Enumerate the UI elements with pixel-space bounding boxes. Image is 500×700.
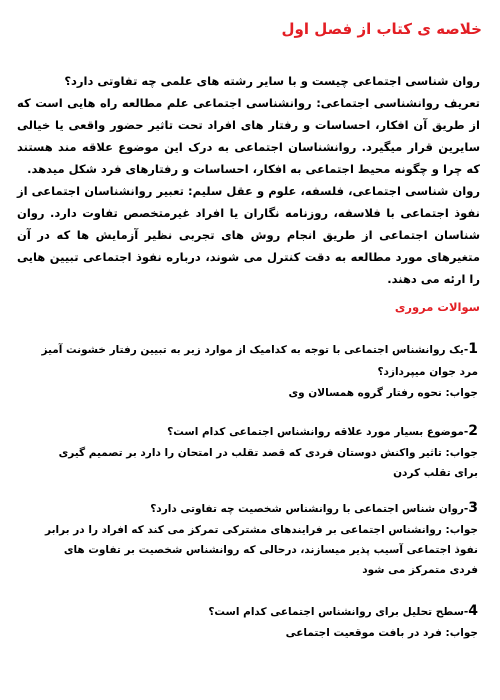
summary-text <box>17 70 480 290</box>
question-number: 2 <box>468 423 478 439</box>
answer-text: جواب: فرد در بافت موقعیت اجتماعی <box>285 627 478 639</box>
definition-paragraph: تعریف روانشناسی اجتماعی: روانشناسی اجتماعی علم مطالعه راه هایی است که از طریق آن افکار، احساسات و رفتار های افراد تحت تاثیر حضور واقعی یا خیالی سایرین قرار میگیرد. روانشناسان اجتماعی به درک این موضوع علاقه مند هستند که چرا و چگونه محیط اجتماعی به افکار، احساسات و رفتارهای فرد شکل میدهد. <box>17 96 480 176</box>
answer-text: جواب: روانشناس اجتماعی بر فرایندهای مشترکی تمرکز می کند که افراد را در برابر نفوذ اجتماعی آسیب پذیر میسازند، درحالی که روانشناس شخصیت بر تفاوت های فردی متمرکز می شود <box>45 524 478 576</box>
question-text: -سطح تحلیل برای روانشناس اجتماعی کدام است؟ <box>208 606 469 618</box>
review-question-item <box>38 600 478 643</box>
page-title: خلاصه ی کتاب از فصل اول <box>281 20 482 38</box>
question-number: 3 <box>468 500 478 516</box>
answer-text: جواب: تاثیر واکنش دوستان فردی که قصد تقلب در امتحان را دارد بر تصمیم گیری برای تقلب کردن <box>58 447 478 479</box>
review-question-item <box>38 420 478 483</box>
review-question-item <box>38 497 478 580</box>
question-text: -روان شناس اجتماعی با روانشناس شخصیت چه تفاوتی دارد؟ <box>150 503 469 515</box>
question-text: -یک روانشناس اجتماعی با توجه به کدامیک از موارد زیر به تبیین رفتار خشونت آمیز مرد جوان میپردازد؟ <box>41 344 478 378</box>
comparison-paragraph: روان شناسی اجتماعی، فلسفه، علوم و عقل سلیم: تعبیر روانشناسان اجتماعی از نفوذ اجتماعی با فلاسفه، روزنامه نگاران یا افراد غیرمتخصص تفاوت دارد. روان شناسان اجتماعی از طریق انجام روش های تجربی نظیر آزمایش ها که در آن متغیرهای مورد مطالعه به دقت کنترل می شوند، درباره نفوذ اجتماعی تبیین هایی را ارئه می دهند. <box>17 184 480 286</box>
review-questions-heading: سوالات مروری <box>394 300 480 314</box>
review-question-item <box>38 338 478 403</box>
question-text: -موضوع بسیار مورد علاقه روانشناس اجتماعی کدام است؟ <box>167 426 469 438</box>
question-number: 4 <box>468 603 478 619</box>
question-number: 1 <box>468 341 478 357</box>
answer-text: جواب: نحوه رفتار گروه همسالان وی <box>288 387 478 399</box>
intro-question: روان شناسی اجتماعی چیست و با سایر رشته های علمی چه تفاوتی دارد؟ <box>64 74 480 88</box>
